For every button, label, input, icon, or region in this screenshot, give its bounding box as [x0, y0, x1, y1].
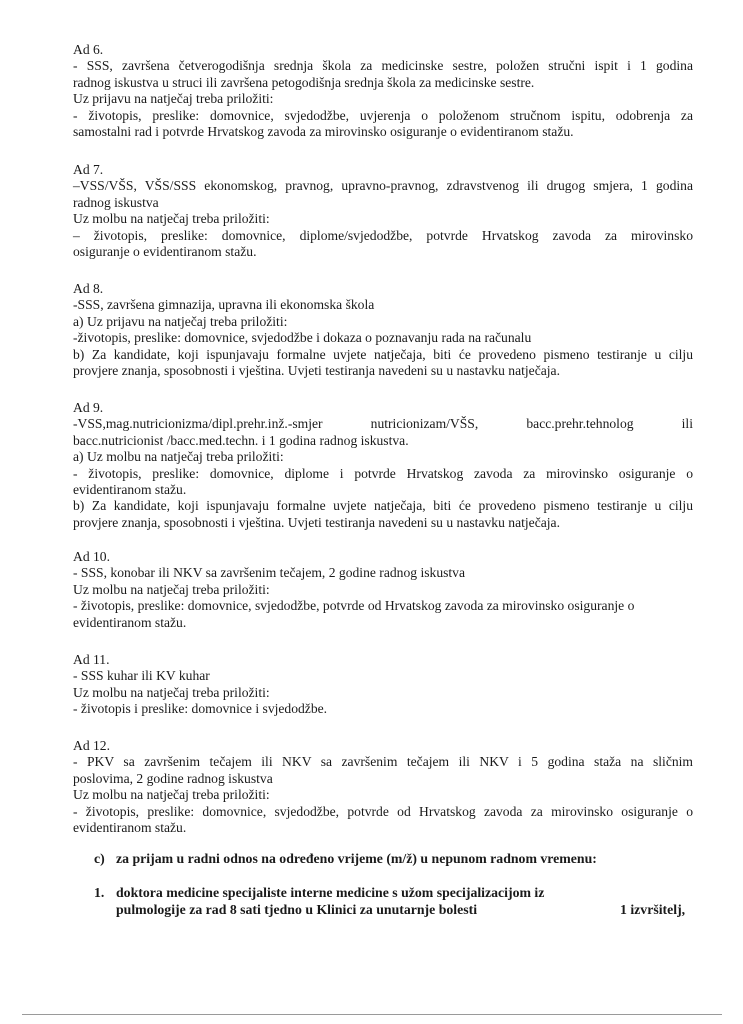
section-c-letter: c) — [94, 851, 105, 866]
ad11-attach-intro: Uz molbu na natječaj treba priložiti: — [73, 684, 270, 700]
ad10-attach-line2: evidentiranom stažu. — [73, 614, 187, 630]
ad8-attach-line1: -životopis, preslike: domovnice, svjedodžbe i dokaza o poznavanju rada na računalu — [73, 330, 532, 346]
ad11-heading: Ad 11. — [73, 652, 110, 667]
item-1-line1: doktora medicine specijaliste interne medicine s užom specijalizacijom iz — [116, 885, 545, 900]
ad8-attach-intro: a) Uz prijavu na natječaj treba priložiti: — [73, 313, 288, 329]
ad6-attach-line2: samostalni rad i potvrde Hrvatskog zavoda za mirovinsko osiguranje o evidentiranom stažu. — [73, 124, 574, 140]
ad8-requirements-line1: -SSS, završena gimnazija, upravna ili ekonomska škola — [73, 297, 375, 313]
ad12-attach-intro: Uz molbu na natječaj treba priložiti: — [73, 787, 270, 803]
ad12-requirements-line1: - PKV sa završenim tečajem ili NKV sa završenim tečajem ili NKV i 5 godina staža na sličnim — [73, 754, 693, 770]
ad11-requirements-line1: - SSS kuhar ili KV kuhar — [73, 668, 210, 684]
ad7-requirements-line2: radnog iskustva — [73, 194, 159, 210]
ad9-attach-line1: - životopis, preslike: domovnice, diplome i potvrde Hrvatskog zavoda za mirovinsko osiguranje o — [73, 465, 693, 481]
ad8-section — [73, 281, 693, 379]
ad9-requirements-line1: -VSS,mag.nutricionizma/dipl.prehr.inž.-smjer nutricionizam/VŠS, bacc.prehr.tehnolog ili — [73, 416, 693, 432]
ad9-note-line1: b) Za kandidate, koji ispunjavaju formalne uvjete natječaja, biti će provedeno pismeno testiranje u cilju — [73, 498, 693, 514]
ad10-attach-line1: - životopis, preslike: domovnice, svjedodžbe, potvrde od Hrvatskog zavoda za mirovinsko osiguranje o — [73, 598, 635, 614]
ad6-attach-intro: Uz prijavu na natječaj treba priložiti: — [73, 91, 274, 107]
ad7-heading: Ad 7. — [73, 162, 104, 177]
ad7-attach-line2: osiguranje o evidentiranom stažu. — [73, 244, 257, 260]
ad10-requirements-line1: - SSS, konobar ili NKV sa završenim tečajem, 2 godine radnog iskustva — [73, 565, 466, 581]
ad6-requirements-line2: radnog iskustva u struci ili završena petogodišnja srednja škola za medicinske sestre. — [73, 74, 535, 90]
item-1-description — [116, 884, 586, 918]
ad6-requirements-line1: - SSS, završena četverogodišnja srednja škola za medicinske sestre, položen stručni ispit i 1 godina — [73, 58, 693, 74]
item-1-number: 1. — [94, 885, 105, 900]
ad12-heading: Ad 12. — [73, 738, 111, 753]
ad11-attach-line1: - životopis i preslike: domovnice i svjedodžbe. — [73, 701, 328, 717]
section-c-heading — [94, 851, 597, 867]
ad12-attach-line2: evidentiranom stažu. — [73, 820, 187, 836]
ad9-requirements-line2: bacc.nutricionist /bacc.med.techn. i 1 godina radnog iskustva. — [73, 432, 409, 448]
ad9-heading: Ad 9. — [73, 400, 104, 415]
item-1-count: 1 izvršitelj, — [620, 902, 686, 917]
ad12-section — [73, 738, 693, 836]
ad12-requirements-line2: poslovima, 2 godine radnog iskustva — [73, 770, 273, 786]
ad6-attach-line1: - životopis, preslike: domovnice, svjedodžbe, uvjerenja o položenom stručnom ispitu, odobrenja za — [73, 107, 693, 123]
section-c-title: za prijam u radni odnos na određeno vrijeme (m/ž) u nepunom radnom vremenu: — [116, 851, 597, 866]
ad7-attach-line1: – životopis, preslike: domovnice, diplome/svjedodžbe, potvrde Hrvatskog zavoda za mirovinsko — [73, 227, 693, 243]
item-1-line2: pulmologije za rad 8 sati tjedno u Klinici za unutarnje bolesti — [116, 902, 478, 917]
ad11-section — [73, 652, 693, 718]
ad9-attach-intro: a) Uz molbu na natječaj treba priložiti: — [73, 449, 284, 465]
ad8-note-line1: b) Za kandidate, koji ispunjavaju formalne uvjete natječaja, biti će provedeno pismeno testiranje u cilju — [73, 346, 693, 362]
ad12-attach-line1: - životopis, preslike: domovnice, svjedodžbe, potvrde od Hrvatskog zavoda za mirovinsko osiguranje o — [73, 803, 693, 819]
ad10-section — [73, 549, 693, 631]
ad6-section — [73, 42, 693, 140]
ad10-attach-intro: Uz molbu na natječaj treba priložiti: — [73, 581, 270, 597]
ad9-section — [73, 400, 693, 531]
ad9-attach-line2: evidentiranom stažu. — [73, 482, 187, 498]
ad10-heading: Ad 10. — [73, 549, 111, 564]
ad7-attach-intro: Uz molbu na natječaj treba priložiti: — [73, 211, 270, 227]
ad7-section — [73, 162, 693, 260]
ad8-heading: Ad 8. — [73, 281, 104, 296]
bottom-rule — [22, 1014, 722, 1015]
ad9-note-line2: provjere znanja, sposobnosti i vještina. Uvjeti testiranja navedeni su u nastavku natječaja. — [73, 514, 560, 530]
ad7-requirements-line1: –VSS/VŠS, VŠS/SSS ekonomskog, pravnog, upravno-pravnog, zdravstvenog ili drugog smjera, 1 godina — [73, 178, 693, 194]
ad6-heading: Ad 6. — [73, 42, 104, 57]
ad8-note-line2: provjere znanja, sposobnosti i vještina. Uvjeti testiranja navedeni su u nastavku natječaja. — [73, 363, 560, 379]
